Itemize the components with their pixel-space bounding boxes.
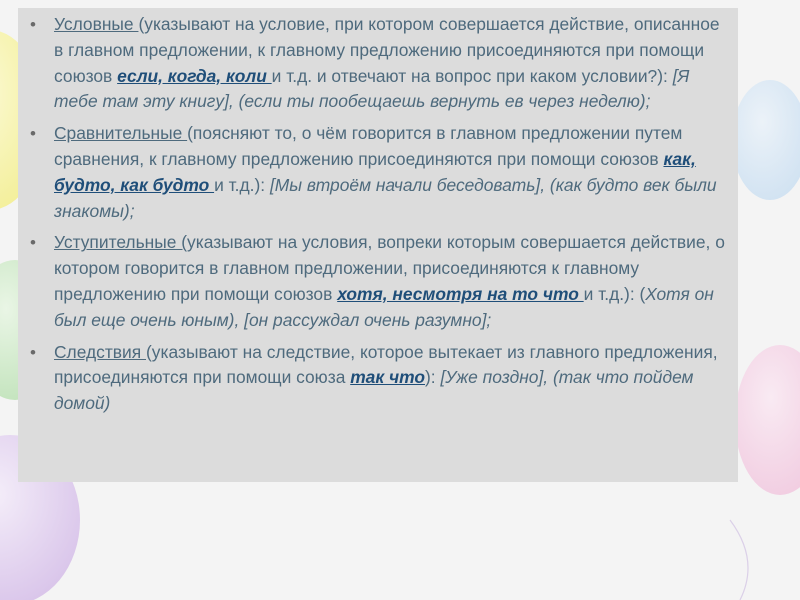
- bullet-icon: •: [30, 124, 36, 144]
- description-text: указывают на условия, вопреки которым совершается действие, о котором говорится в главном предложении, присоединяются к главному предложению при помощи союзов: [54, 232, 725, 304]
- example-text: [Я тебе там эту книгу], (если ты пообещаешь вернуть ев через неделю);: [54, 65, 690, 112]
- description-text: (поясняют то, о чём говорится в главном предложении путем сравнения, к главному предложению присоединяются при помощи союзов: [54, 123, 683, 169]
- description-text: (указывают на следствие, которое вытекает из главного предложения, присоединяются при помощи союза: [54, 341, 718, 388]
- example-text: [Уже поздно], (так что пойдем домой): [54, 367, 694, 414]
- bullet-icon: •: [30, 342, 36, 362]
- conjunctions-text: так что: [350, 367, 425, 388]
- description-text-cont: и т.д. и отвечают на вопрос при каком условии?):: [271, 65, 673, 86]
- conjunctions-text: если, когда, коли: [117, 65, 272, 86]
- list-item-consequence: [30, 340, 730, 417]
- clause-types-list: [30, 12, 730, 423]
- description-text-cont: и т.д.): (: [583, 283, 646, 304]
- conjunctions-text: хотя, несмотря на то что: [337, 283, 584, 304]
- term-conditional: Условные: [54, 14, 139, 34]
- term-concessive: Уступительные (: [54, 232, 188, 253]
- list-item-conditional: [30, 12, 730, 115]
- description-text-cont: ):: [424, 367, 441, 388]
- list-item-concessive: [30, 230, 730, 333]
- bullet-icon: •: [30, 15, 36, 34]
- example-text: Хотя он был еще очень юным), [он рассуждал очень разумно];: [54, 283, 714, 330]
- term-consequence: Следствия: [54, 341, 147, 362]
- description-text-cont: и т.д.):: [214, 174, 270, 195]
- list-item-comparative: [30, 121, 730, 224]
- example-text: [Мы втроём начали беседовать], (как будто век были знакомы);: [54, 174, 717, 221]
- term-comparative: Сравнительные: [54, 123, 188, 144]
- conjunctions-text: как, будто, как будто: [54, 148, 696, 195]
- description-text: (указывают на условие, при котором совершается действие, описанное в главном предложении, к главному предложению присоединяются при помощи союзов: [54, 14, 720, 86]
- bullet-icon: •: [30, 233, 36, 253]
